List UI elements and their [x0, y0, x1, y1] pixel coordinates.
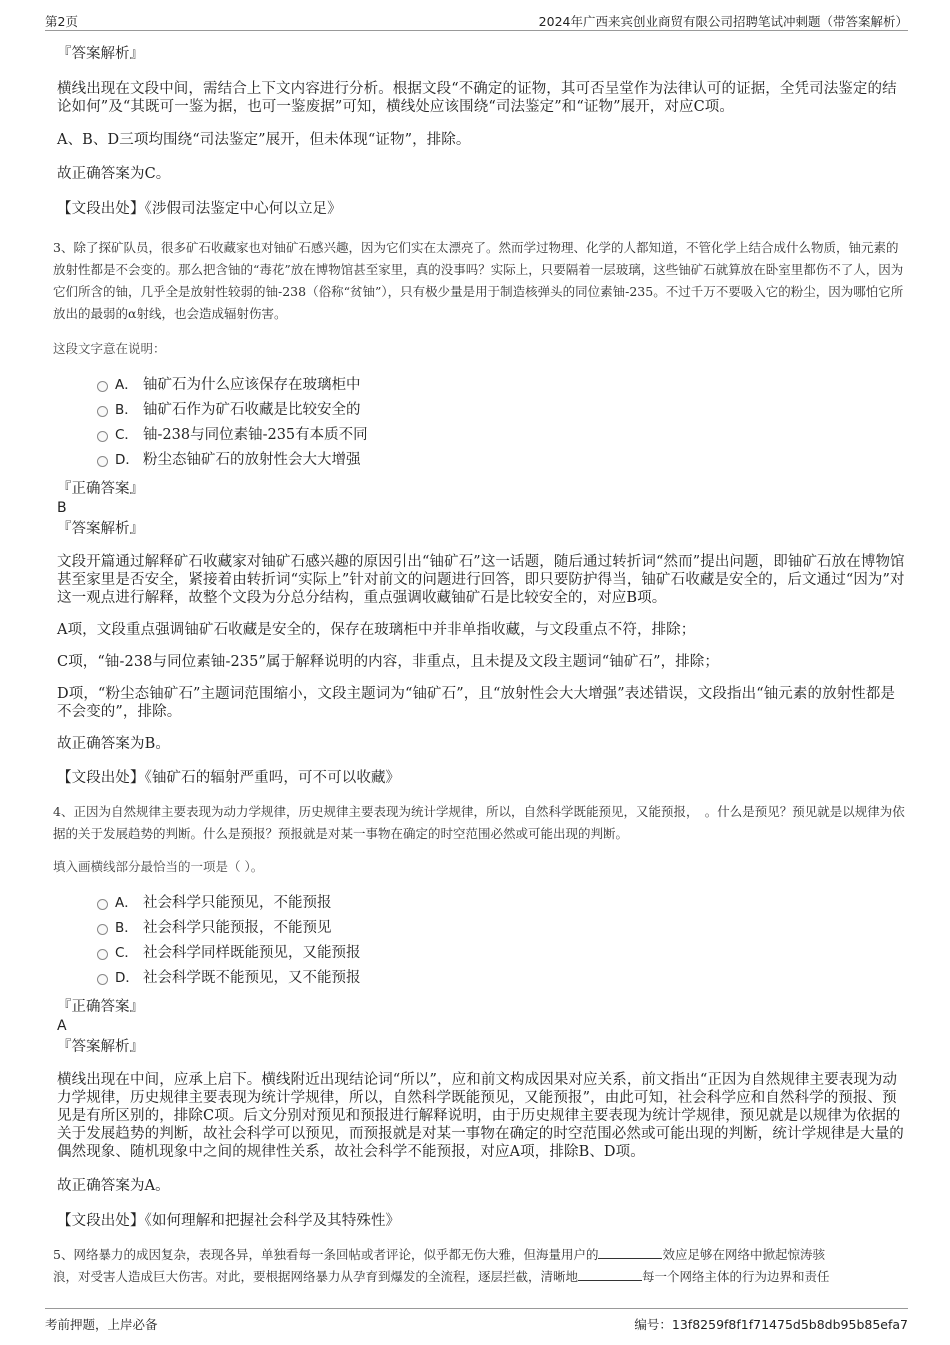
- radio-icon[interactable]: [97, 406, 108, 417]
- analysis-paragraph: 文段开篇通过解释矿石收藏家对铀矿石感兴趣的原因引出“铀矿石”这一话题，随后通过转折词“然而”提出问题，即铀矿石放在博物馆甚至家里是否安全，紧接着由转折词“实际上”针对前文的问题进行回答，即只要防护得当，铀矿石收藏是安全的，后文通过“因为”对这一观点进行解释，故整个文段为分总分结构，重点强调收藏铀矿石是比较安全的，对应B项。: [57, 554, 905, 606]
- conclusion: 故正确答案为A。: [57, 1178, 170, 1194]
- option-b[interactable]: B． 社会科学只能预报，不能预见: [97, 916, 906, 941]
- question-5-text: 5、网络暴力的成因复杂，表现各异，单独看每一条回帖或者评论，似乎都无伤大雅，但海量用户的 效应足够在网络中掀起惊涛骇 浪，对受害人造成巨大伤害。对此，要根据网络暴力从孕育到爆发的全流程，逐层拦截，清晰地 每一个网络主体的行为边界和责任: [53, 1247, 830, 1284]
- answer-analysis-label: 『答案解析』: [57, 521, 144, 537]
- option-c[interactable]: C． 社会科学同样既能预见，又能预报: [97, 941, 906, 966]
- correct-answer: A: [57, 1018, 67, 1034]
- radio-icon[interactable]: [97, 456, 108, 467]
- correct-answer-label: 『正确答案』: [57, 481, 144, 497]
- radio-icon[interactable]: [97, 949, 108, 960]
- page-footer: [45, 1308, 908, 1331]
- source-citation: 【文段出处】《铀矿石的辐射严重吗，可不可以收藏》: [57, 770, 401, 786]
- analysis-paragraph: C项，“铀-238与同位素铀-235”属于解释说明的内容，非重点，且未提及文段主题词“铀矿石”，排除；: [57, 654, 719, 670]
- analysis-paragraph: A项，文段重点强调铀矿石收藏是安全的，保存在玻璃柜中并非单指收藏，与文段重点不符，排除；: [57, 622, 696, 638]
- option-a[interactable]: A． 社会科学只能预见，不能预报: [97, 891, 906, 916]
- options-list: [57, 373, 906, 473]
- page-number: 第2页: [45, 14, 78, 29]
- question-prompt: 这段文字意在说明：: [53, 341, 166, 356]
- option-d[interactable]: D． 粉尘态铀矿石的放射性会大大增强: [97, 448, 906, 473]
- radio-icon[interactable]: [97, 431, 108, 442]
- option-c[interactable]: C． 铀-238与同位素铀-235有本质不同: [97, 423, 906, 448]
- answer-analysis-label: 『答案解析』: [57, 1039, 144, 1055]
- question-prompt: 填入画横线部分最恰当的一项是（ ）。: [53, 859, 264, 874]
- document-title: 2024年广西来宾创业商贸有限公司招聘笔试冲刺题（带答案解析）: [538, 14, 908, 29]
- correct-answer: B: [57, 500, 67, 516]
- options-list: [57, 891, 906, 991]
- conclusion: 故正确答案为B。: [57, 736, 170, 752]
- radio-icon[interactable]: [97, 381, 108, 392]
- analysis-paragraph: 横线出现在中间，应承上启下。横线附近出现结论词“所以”，应和前文构成因果对应关系，前文指出“正因为自然规律主要表现为动力学规律，历史规律主要表现为统计学规律，所以，自然科学既能预见，又能预报”，由此可知，社会科学应和自然科学的预报、预见是有所区别的，排除C项。后文分别对预见和预报进行解释说明，由于历史规律主要表现为统计学规律，预见就是以规律为依据的关于发展趋势的判断，故社会科学可以预见，而预报就是对某一事物在确定的时空范围必然或可能出现的判断，统计学规律是大量的偶然现象、随机现象中之间的规律性关系，故社会科学不能预报，对应A项，排除B、D项。: [57, 1072, 904, 1160]
- radio-icon[interactable]: [97, 899, 108, 910]
- footer-slogan: 考前押题，上岸必备: [45, 1317, 158, 1332]
- page-content: [53, 44, 906, 1288]
- option-a[interactable]: A． 铀矿石为什么应该保存在玻璃柜中: [97, 373, 906, 398]
- option-d[interactable]: D． 社会科学既不能预见，又不能预报: [97, 966, 906, 991]
- source-citation: 【文段出处】《涉假司法鉴定中心何以立足》: [57, 201, 342, 217]
- document-code: 编号：13f8259f8f1f71475d5b8db95b85efa7: [634, 1317, 908, 1332]
- answer-analysis-label: 『答案解析』: [57, 46, 144, 62]
- fill-blank: [598, 1246, 662, 1259]
- fill-blank: [578, 1268, 642, 1281]
- question-4-text: 4、正因为自然规律主要表现为动力学规律，历史规律主要表现为统计学规律，所以，自然科学既能预见，又能预报， 。什么是预见？预见就是以规律为依据的关于发展趋势的判断。什么是预报？预报就是对某一事物在确定的时空范围必然或可能出现的判断。: [53, 804, 905, 841]
- radio-icon[interactable]: [97, 974, 108, 985]
- correct-answer-label: 『正确答案』: [57, 999, 144, 1015]
- page-header: [45, 8, 908, 31]
- analysis-paragraph: A、B、D三项均围绕“司法鉴定”展开，但未体现“证物”，排除。: [57, 132, 471, 148]
- radio-icon[interactable]: [97, 924, 108, 935]
- analysis-paragraph: D项，“粉尘态铀矿石”主题词范围缩小，文段主题词为“铀矿石”，且“放射性会大大增强”表述错误，文段指出“铀元素的放射性都是不会变的”，排除。: [57, 686, 896, 720]
- conclusion: 故正确答案为C。: [57, 166, 171, 182]
- analysis-paragraph: 横线出现在文段中间，需结合上下文内容进行分析。根据文段“不确定的证物，其可否呈堂作为法律认可的证据，全凭司法鉴定的结论如何”及“其既可一鉴为据，也可一鉴废据”可知，横线处应该围绕“司法鉴定”和“证物”展开，对应C项。: [57, 81, 897, 115]
- source-citation: 【文段出处】《如何理解和把握社会科学及其特殊性》: [57, 1213, 401, 1229]
- question-3-text: 3、除了探矿队员，很多矿石收藏家也对铀矿石感兴趣，因为它们实在太漂亮了。然而学过物理、化学的人都知道，不管化学上结合成什么物质，铀元素的放射性都是不会变的。那么把含铀的“毒花”放在博物馆甚至家里，真的没事吗？实际上，只要隔着一层玻璃，这些铀矿石就算放在卧室里都伤不了人，因为它们所含的铀，几乎全是放射性较弱的铀-238（俗称“贫铀”），只有极少量是用于制造核弹头的同位素铀-235。不过千万不要吸入它的粉尘，因为哪怕它所放出的最弱的α射线，也会造成辐射伤害。: [53, 240, 904, 321]
- option-b[interactable]: B． 铀矿石作为矿石收藏是比较安全的: [97, 398, 906, 423]
